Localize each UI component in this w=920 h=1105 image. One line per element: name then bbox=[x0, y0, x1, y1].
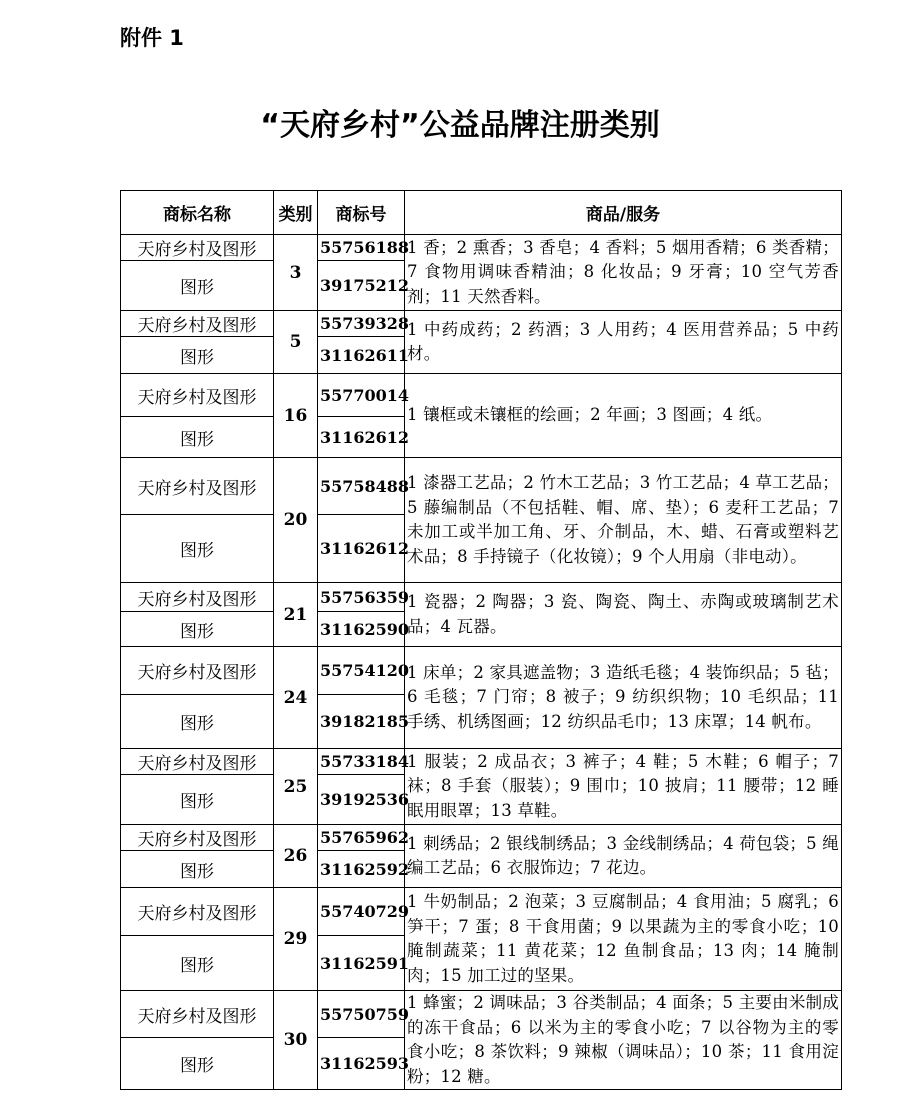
trademark-number: 55756359 bbox=[318, 583, 405, 612]
table-row bbox=[121, 235, 842, 261]
trademark-number: 55754120 bbox=[318, 647, 405, 695]
trademark-name: 图形 bbox=[121, 261, 274, 311]
trademark-number: 31162612 bbox=[318, 515, 405, 583]
trademark-name: 天府乡村及图形 bbox=[121, 374, 274, 417]
goods-services: 1 牛奶制品；2 泡菜；3 豆腐制品；4 食用油；5 腐乳；6 笋干；7 蛋；8 干食用菌；9 以果蔬为主的零食小吃；10 腌制蔬菜；11 黄花菜；12 鱼制食品；13 肉；14 腌制肉；15 加工过的坚果。 bbox=[405, 888, 842, 991]
trademark-number: 31162593 bbox=[318, 1038, 405, 1090]
table-row bbox=[121, 583, 842, 612]
trademark-name: 图形 bbox=[121, 417, 274, 458]
trademark-name: 天府乡村及图形 bbox=[121, 458, 274, 515]
goods-services: 1 瓷器；2 陶器；3 瓷、陶瓷、陶土、赤陶或玻璃制艺术品；4 瓦器。 bbox=[405, 583, 842, 647]
trademark-number: 55740729 bbox=[318, 888, 405, 936]
table-row bbox=[121, 991, 842, 1038]
trademark-number: 31162611 bbox=[318, 337, 405, 374]
header-name: 商标名称 bbox=[121, 191, 274, 235]
goods-services: 1 服装；2 成品衣；3 裤子；4 鞋；5 木鞋；6 帽子；7 袜；8 手套（服装）；9 围巾；10 披肩；11 腰带；12 睡眠用眼罩；13 草鞋。 bbox=[405, 749, 842, 825]
trademark-class: 30 bbox=[274, 991, 318, 1090]
goods-services: 1 镶框或未镶框的绘画；2 年画；3 图画；4 纸。 bbox=[405, 374, 842, 458]
attachment-label: 附件 1 bbox=[120, 26, 184, 50]
trademark-number: 55765962 bbox=[318, 825, 405, 851]
trademark-class: 16 bbox=[274, 374, 318, 458]
trademark-class: 29 bbox=[274, 888, 318, 991]
trademark-number: 31162590 bbox=[318, 612, 405, 647]
trademark-class: 24 bbox=[274, 647, 318, 749]
trademark-number: 31162592 bbox=[318, 851, 405, 888]
table-row bbox=[121, 888, 842, 936]
table-row bbox=[121, 749, 842, 775]
trademark-table bbox=[120, 190, 842, 1090]
table-row bbox=[121, 458, 842, 515]
table-row bbox=[121, 647, 842, 695]
trademark-number: 39182185 bbox=[318, 695, 405, 749]
table-row bbox=[121, 825, 842, 851]
goods-services: 1 漆器工艺品；2 竹木工艺品；3 竹工艺品；4 草工艺品；5 藤编制品（不包括鞋、帽、席、垫）；6 麦秆工艺品；7 未加工或半加工角、牙、介制品，木、蜡、石膏或塑料艺术品；8 手持镜子（化妆镜）；9 个人用扇（非电动）。 bbox=[405, 458, 842, 583]
trademark-name: 图形 bbox=[121, 337, 274, 374]
trademark-name: 图形 bbox=[121, 515, 274, 583]
table-row bbox=[121, 374, 842, 417]
trademark-number: 39192536 bbox=[318, 775, 405, 825]
header-number: 商标号 bbox=[318, 191, 405, 235]
trademark-name: 图形 bbox=[121, 851, 274, 888]
trademark-name: 图形 bbox=[121, 936, 274, 991]
trademark-name: 天府乡村及图形 bbox=[121, 825, 274, 851]
trademark-class: 5 bbox=[274, 311, 318, 374]
table-header-row bbox=[121, 191, 842, 235]
trademark-number: 55739328 bbox=[318, 311, 405, 337]
trademark-number: 55758488 bbox=[318, 458, 405, 515]
trademark-name: 天府乡村及图形 bbox=[121, 888, 274, 936]
trademark-name: 图形 bbox=[121, 612, 274, 647]
trademark-name: 图形 bbox=[121, 775, 274, 825]
trademark-name: 天府乡村及图形 bbox=[121, 991, 274, 1038]
table-row bbox=[121, 311, 842, 337]
goods-services: 1 中药成药；2 药酒；3 人用药；4 医用营养品；5 中药材。 bbox=[405, 311, 842, 374]
goods-services: 1 香；2 熏香；3 香皂；4 香料；5 烟用香精；6 类香精；7 食物用调味香精油；8 化妆品；9 牙膏；10 空气芳香剂；11 天然香料。 bbox=[405, 235, 842, 311]
trademark-number: 31162612 bbox=[318, 417, 405, 458]
trademark-name: 天府乡村及图形 bbox=[121, 749, 274, 775]
trademark-number: 31162591 bbox=[318, 936, 405, 991]
header-class: 类别 bbox=[274, 191, 318, 235]
trademark-name: 图形 bbox=[121, 695, 274, 749]
trademark-number: 55756188 bbox=[318, 235, 405, 261]
trademark-class: 3 bbox=[274, 235, 318, 311]
page-title: “天府乡村”公益品牌注册类别 bbox=[260, 108, 660, 143]
trademark-class: 20 bbox=[274, 458, 318, 583]
trademark-number: 55733184 bbox=[318, 749, 405, 775]
trademark-class: 25 bbox=[274, 749, 318, 825]
trademark-name: 天府乡村及图形 bbox=[121, 311, 274, 337]
trademark-number: 39175212 bbox=[318, 261, 405, 311]
trademark-class: 26 bbox=[274, 825, 318, 888]
goods-services: 1 蜂蜜；2 调味品；3 谷类制品；4 面条；5 主要由米制成的冻干食品；6 以米为主的零食小吃；7 以谷物为主的零食小吃；8 茶饮料；9 辣椒（调味品）；10 茶；11 食用淀粉；12 糖。 bbox=[405, 991, 842, 1090]
trademark-name: 天府乡村及图形 bbox=[121, 583, 274, 612]
trademark-name: 天府乡村及图形 bbox=[121, 647, 274, 695]
header-goods: 商品/服务 bbox=[405, 191, 842, 235]
trademark-name: 天府乡村及图形 bbox=[121, 235, 274, 261]
goods-services: 1 床单；2 家具遮盖物；3 造纸毛毯；4 装饰织品；5 毡；6 毛毯；7 门帘；8 被子；9 纺织织物；10 毛织品；11 手绣、机绣图画；12 纺织品毛巾；13 床罩；14 帆布。 bbox=[405, 647, 842, 749]
goods-services: 1 刺绣品；2 银线制绣品；3 金线制绣品；4 荷包袋；5 绳编工艺品；6 衣服饰边；7 花边。 bbox=[405, 825, 842, 888]
trademark-number: 55750759 bbox=[318, 991, 405, 1038]
trademark-name: 图形 bbox=[121, 1038, 274, 1090]
trademark-number: 55770014 bbox=[318, 374, 405, 417]
trademark-class: 21 bbox=[274, 583, 318, 647]
